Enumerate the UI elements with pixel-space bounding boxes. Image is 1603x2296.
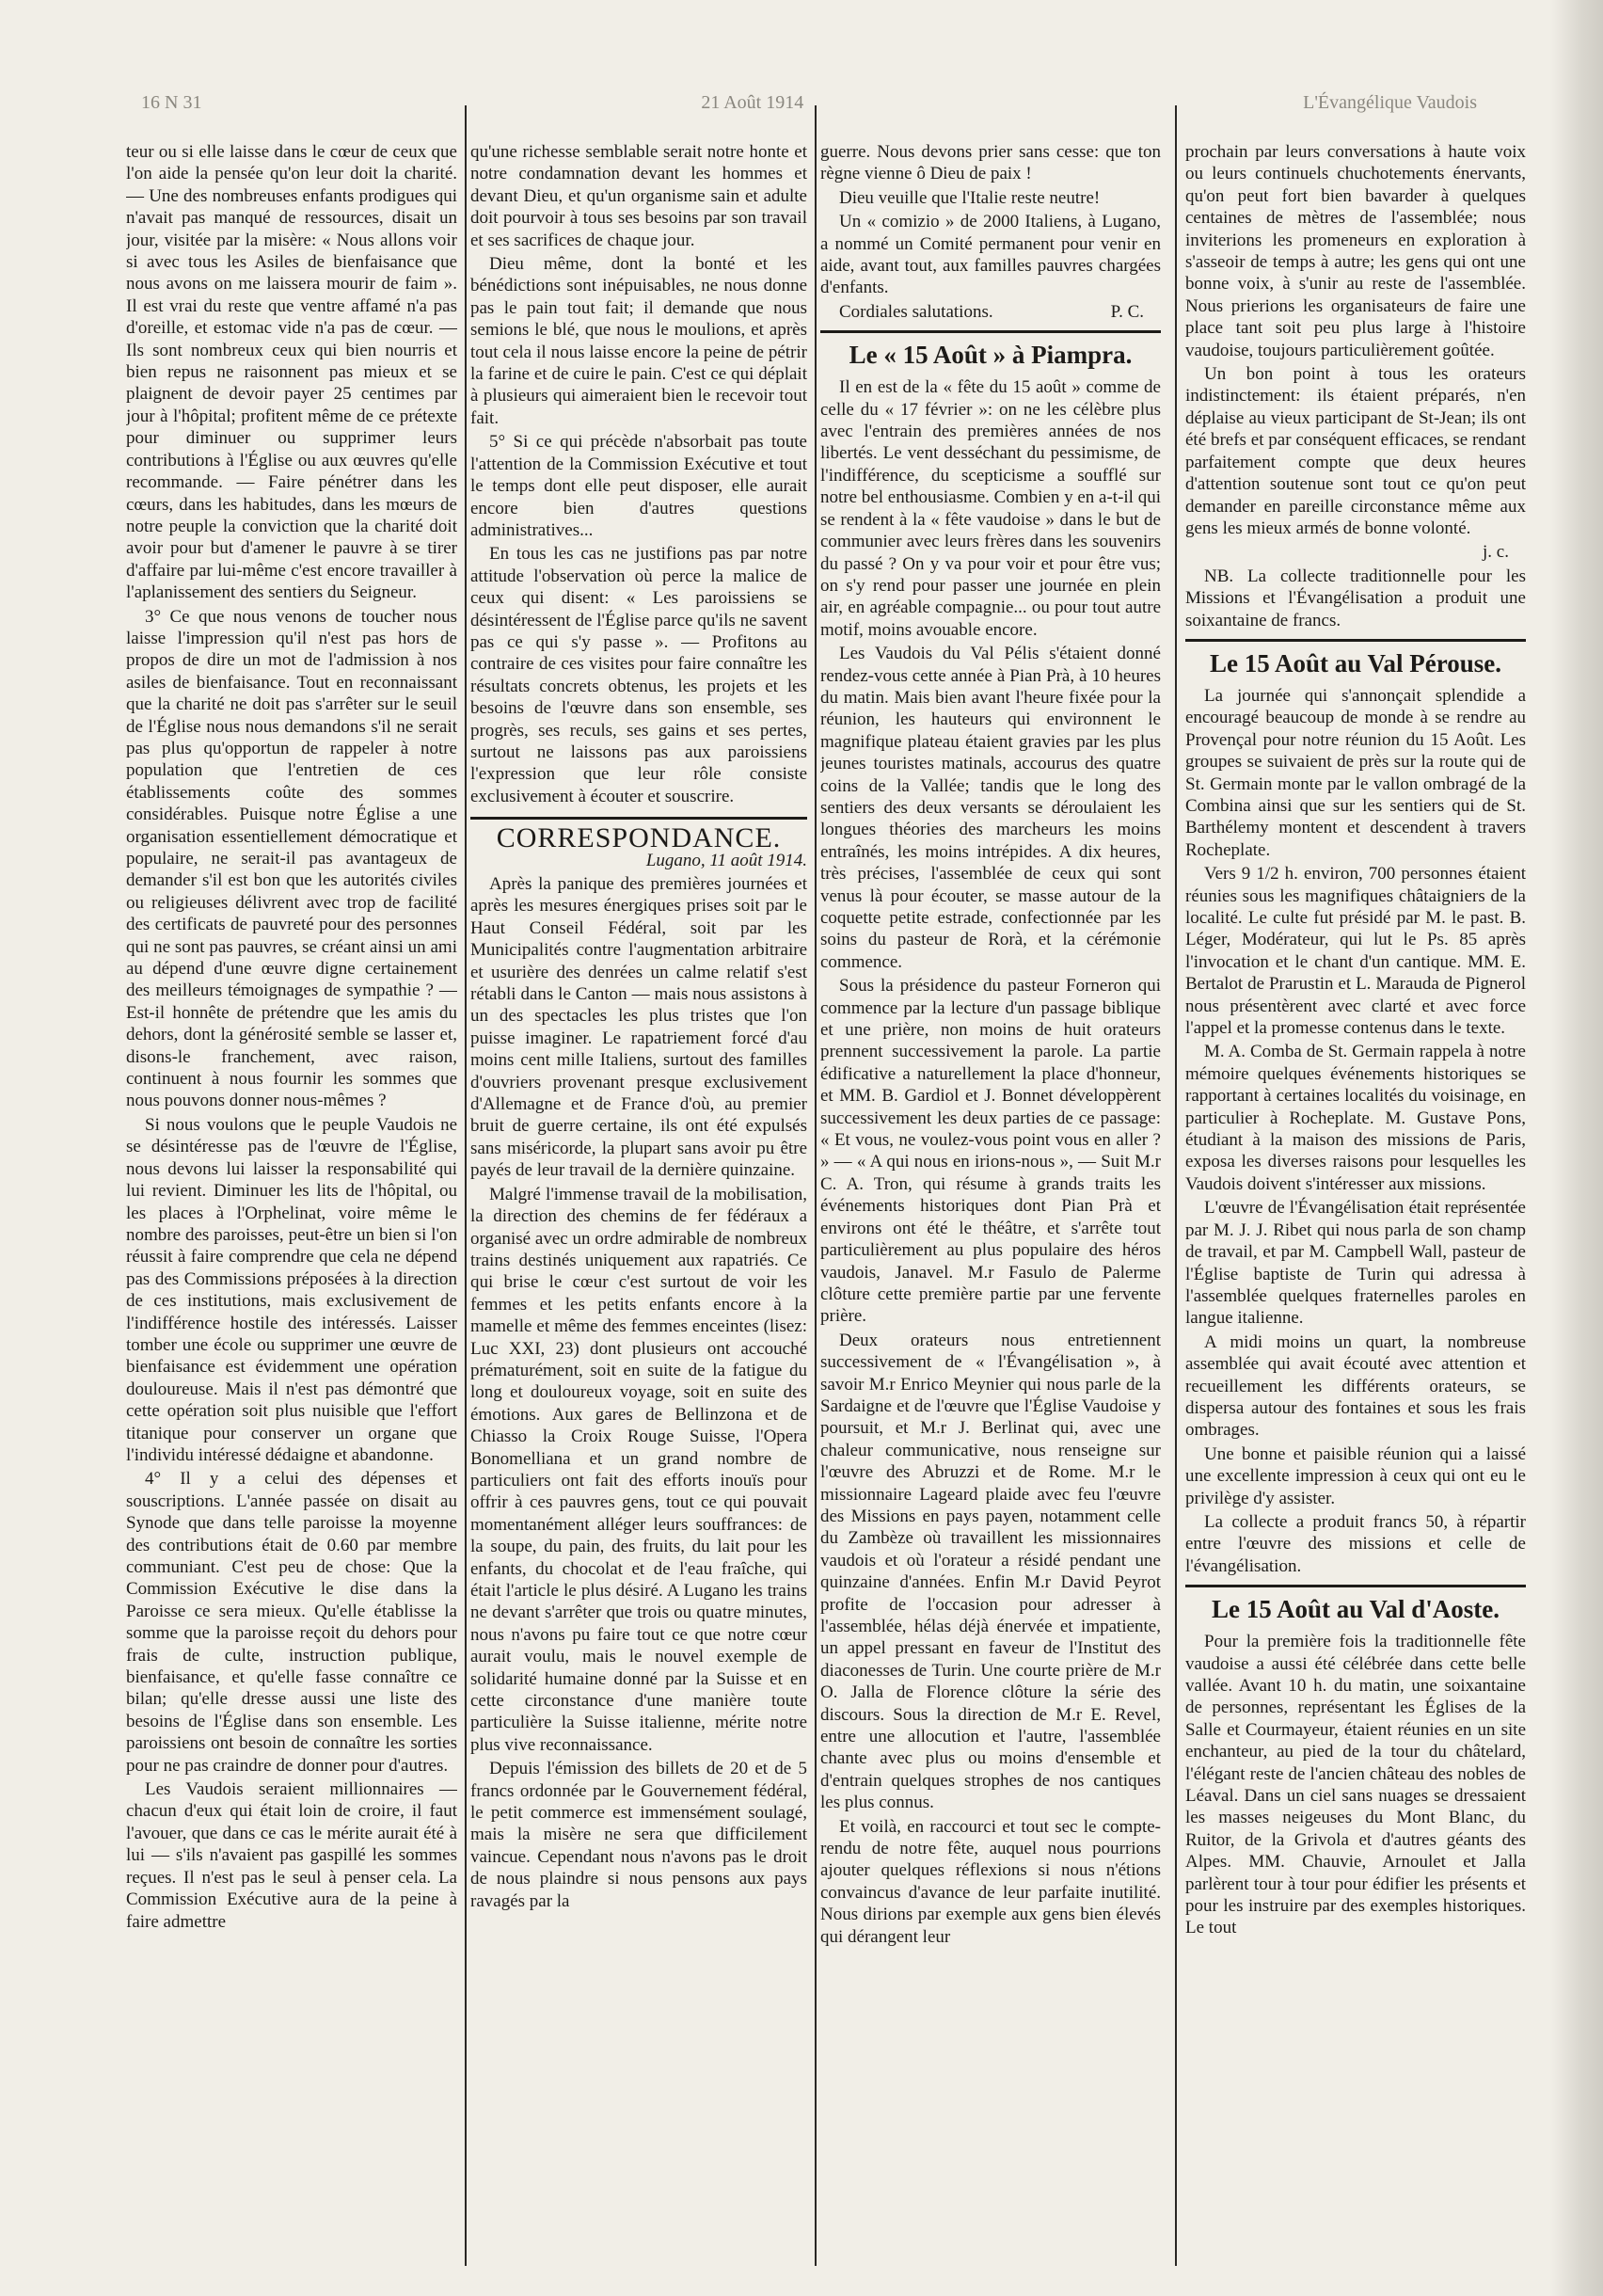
column-1 bbox=[126, 141, 457, 2277]
paragraph: Et voilà, en raccourci et tout sec le compte-rendu de notre fête, auquel nous pourrions ajouter quelques réflexions si nous n'étions convaincus d'avance de leur parfaite inutilité. Nous dirions par exemple aux gens bien élevés qui dérangent leur bbox=[820, 1816, 1161, 1947]
paragraph: Les Vaudois du Val Pélis s'étaient donné rendez-vous cette année à Pian Prà, à 10 heures du matin. Mais bien avant l'heure fixée pour la réunion, les hauteurs qui environnent le magnifique plateau étaient gravies par les plus jeunes touristes matinals, accourus des quatre coins de la Vallée; tandis que le long des sentiers des deux versants se déroulaient les longues théories des marcheurs les moins entraînés, les moins intrépides. A dix heures, très précises, l'assemblée de ceux qui sont venus là pour écouter, se masse autour de la coquette petite estrade, confectionnée par les soins du pasteur de Rorà, et la cérémonie commence. bbox=[820, 644, 1161, 972]
column-4 bbox=[1185, 141, 1526, 2277]
paragraph: Dieu même, dont la bonté et les bénédictions sont inépuisables, ne nous donne pas le pain tout fait; il demande que nous semions le blé, que nous le moulions, et après tout cela il nous laisse encore la peine de pétrir la farine et de cuire le pain. C'est ce qui déplait à plusieurs qui aimeraient bien le recevoir tout fait. bbox=[470, 254, 807, 428]
paragraph: 3° Ce que nous venons de toucher nous laisse l'impression qu'il n'est pas hors de propos de dire un mot de l'admission à nos asiles de bienfaisance. Tout en reconnaissant que la charité ne doit pas s'arrêter sur le seuil de l'Église nous nous demandons s'il ne serait pas plus qu'opportun de rappeler à notre population que l'entretien de ces établissements coûte des sommes considérables. Puisque notre Église a une organisation essentiellement démocratique et populaire, ne serait-il pas avantageux de demander s'il est bon que les autorités civiles ou religieuses délivrent avec trop de facilité des certificats de pauvreté pour des personnes qui ne sont pas pauvres, se créant ainsi un ami au dépend d'une œuvre digne certainement des meilleurs témoignages de sympathie ? — Est-il honnête de prétendre que les amis du dehors, dont la générosité semble se lasser et, disons-le franchement, avec raison, continuent à nous fournir les sommes que nous pouvons donner nous-mêmes ? bbox=[126, 606, 457, 1111]
paragraph: Depuis l'émission des billets de 20 et de 5 francs ordonnée par le Gouvernement fédéral, le petit commerce est immensément soulagé, mais la misère ne sera que difficilement vaincue. Cependant nous n'avons pas le droit de nous plaindre si nous pensons aux pays ravagés par la bbox=[470, 1759, 807, 1911]
closing-line bbox=[820, 301, 1161, 323]
correspondance-heading: CORRESPONDANCE. bbox=[470, 817, 807, 849]
paragraph: A midi moins un quart, la nombreuse assemblée qui avait écouté avec attention et recueillement les différents orateurs, se dispersa autour des fontaines et sous les frais ombrages. bbox=[1185, 1331, 1526, 1441]
paragraph: Un bon point à tous les orateurs indistinctement: ils étaient préparés, n'en déplaise au vieux participant de St-Jean; ils ont été brefs et par conséquent efficaces, se rendant parfaitement compte que deux heures d'attention soutenue sont tout ce qu'on peut demander en pareille circonstance même aux gens les mieux armés de bonne volonté. bbox=[1185, 364, 1526, 538]
closing-salutation: Cordiales salutations. bbox=[839, 301, 993, 322]
page-edge bbox=[1550, 0, 1603, 2296]
column-3 bbox=[820, 141, 1161, 2277]
paragraph: Si nous voulons que le peuple Vaudois ne se désintéresse pas de l'œuvre de l'Église, nous devons lui laisser la responsabilité qui lui revient. Diminuer les lits de l'hôpital, ou les places à l'Orphelinat, voire même le nombre des paroisses, peut-être un bien si l'on réussit à faire comprendre que cela ne dépend pas des Commissions préposées à la direction de ces institutions, mais exclusivement de l'indifférence hostile des intéressés. Laisser tomber une école ou supprimer une œuvre de bienfaisance est évidemment une opération douloureuse. Mais il n'est pas démontré que cette opération soit plus nuisible que l'effort titanique pour conserver un organe que l'individu intéressé dédaigne et abandonne. bbox=[126, 1114, 457, 1465]
running-head-left: 16 N 31 bbox=[141, 92, 202, 113]
running-head bbox=[141, 92, 1477, 114]
paragraph: Après la panique des premières journées et après les mesures énergiques prises soit par le Haut Conseil Fédéral, soit par les Municipalités contre l'augmentation arbitraire et usurière des denrées un calme relatif s'est rétabli dans le Canton — mais nous assistons à un des spectacles les plus tristes que l'on puisse imaginer. Le rapatriement forcé d'au moins cent mille Italiens, surtout des familles d'ouvriers provenant presque exclusivement d'Allemagne et de France d'où, au premier bruit de guerre certaine, ils ont été expulsés sans miséricorde, la plupart sans avoir pu être payés de leur travail de la dernière quinzaine. bbox=[470, 874, 807, 1181]
article-heading-piampra: Le « 15 Août » à Piampra. bbox=[820, 330, 1161, 371]
paragraph: Sous la présidence du pasteur Forneron qui commence par la lecture d'un passage biblique et une prière, non moins de huit orateurs prennent successivement la parole. La partie édificative a naturellement la place d'honneur, et MM. B. Gardiol et J. Bonnet développèrent successivement les deux parties de ce passage: « Et vous, ne voulez-vous point vous en aller ? » — « A qui nous en irions-nous », — Suit M.r C. A. Tron, qui résume à grands traits les événements historiques dont Pian Prà et environs ont été le théâtre, et s'arrête tout particulièrement au plus populaire des héros vaudois, Janavel. M.r Fasulo de Palerme clôture cette première partie par une fervente prière. bbox=[820, 976, 1161, 1327]
signature: j. c. bbox=[1483, 542, 1509, 563]
article-heading-aoste: Le 15 Août au Val d'Aoste. bbox=[1185, 1585, 1526, 1625]
running-head-right: L'Évangélique Vaudois bbox=[1303, 92, 1477, 113]
paragraph: En tous les cas ne justifions pas par notre attitude l'observation où perce la malice de ceux qui disent: « Les paroissiens se désintéressent de l'Église parce qu'ils ne savent pas ce qui s'y passe ». — Profitons au contraire de ces visites pour faire connaître les résultats concrets obtenus, les projets et les besoins de l'œuvre dans son ensemble, ses progrès, ses reculs, ses gains et ses pertes, surtout ne laissons pas aux paroissiens l'expression que leur rôle consiste exclusivement à écouter et souscrire. bbox=[470, 544, 807, 806]
column-rule bbox=[1175, 105, 1177, 2266]
paragraph: qu'une richesse semblable serait notre honte et notre condamnation devant les hommes et devant Dieu, et qu'un organisme sain et adulte doit pourvoir à tous ses besoins par son travail et ses sacrifices de chaque jour. bbox=[470, 142, 807, 250]
paragraph: L'œuvre de l'Évangélisation était représentée par M. J. J. Ribet qui nous parla de son champ de travail, et par M. Campbell Wall, pasteur de l'Église baptiste de Turin qui adressa à l'assemblée quelques fraternelles paroles en langue italienne. bbox=[1185, 1198, 1526, 1329]
paragraph: La collecte a produit francs 50, à répartir entre l'œuvre des missions et celle de l'évangélisation. bbox=[1185, 1511, 1526, 1576]
column-rule bbox=[815, 105, 817, 2266]
signature: P. C. bbox=[1110, 301, 1144, 322]
paragraph: teur ou si elle laisse dans le cœur de ceux que l'on aide la pensée qu'on leur doit la charité. — Une des nombreuses enfants prodigues qui n'avait pas manqué de ressources, disait un jour, visitée par la misère: « Nous allons voir si avec tous les Asiles de bienfaisance que nous avons on me laissera mourir de faim ». Il est vrai du reste que ventre affamé n'a pas d'oreille, et estomac vide n'a pas de cœur. — Ils sont nombreux ceux qui bien nourris et bien repus ne raisonnent pas mieux et se plaignent de devoir payer 25 centimes par jour à l'hôpital; profitent même de ce prétexte pour diminuer ou supprimer leurs contributions à l'Église ou aux œuvres qu'elle recommande. — Faire pénétrer dans les cœurs, dans les habitudes, dans les mœurs de notre peuple la conviction que la charité doit avoir pour but d'amener le pauvre à se tirer d'affaire par lui-même c'est encore travailler à l'aplanissement des sentiers du Seigneur. bbox=[126, 142, 457, 603]
paragraph: Une bonne et paisible réunion qui a laissé une excellente impression à ceux qui ont eu le privilège d'y assister. bbox=[1185, 1443, 1526, 1508]
paragraph: M. A. Comba de St. Germain rappela à notre mémoire quelques événements historiques se rapportant à certaines localités du voisinage, en particulier à Rocheplate. M. Gustave Pons, étudiant à la maison des missions de Paris, exposa les diverses raisons pour lesquelles les Vaudois doivent s'intéresser aux missions. bbox=[1185, 1042, 1526, 1194]
paragraph: 5° Si ce qui précède n'absorbait pas toute l'attention de la Commission Exécutive et tout le temps dont elle peut disposer, elle aurait encore bien d'autres questions administratives... bbox=[470, 432, 807, 540]
paragraph: Il en est de la « fête du 15 août » comme de celle du « 17 février »: on ne les célèbre plus avec l'entrain des premières années de nos libertés. Le vent desséchant du pessimisme, de l'indifférence, du scepticisme a soufflé sur notre bel enthousiasme. Combien y en a-t-il qui se rendent à la « fête vaudoise » dans le but de communier avec leurs frères dans les souvenirs du passé ? On y va pour voir et pour être vus; on s'y rend pour passer une journée en plein air, en agréable compagnie... ou pour tout autre motif, moins avouable encore. bbox=[820, 377, 1161, 640]
paragraph: NB. La collecte traditionnelle pour les Missions et l'Évangélisation a produit une soixantaine de francs. bbox=[1185, 566, 1526, 630]
dateline: Lugano, 11 août 1914. bbox=[645, 850, 807, 870]
paragraph: Un « comizio » de 2000 Italiens, à Lugano, a nommé un Comité permanent pour venir en aide, avant tout, aux familles pauvres chargées d'enfants. bbox=[820, 212, 1161, 298]
paragraph: 4° Il y a celui des dépenses et souscriptions. L'année passée on disait au Synode que dans telle paroisse la moyenne des contributions était de 0.60 par membre communiant. C'est peu de chose: Que la Commission Exécutive le dise dans la Paroisse ce sera mieux. Qu'elle établisse la somme que la paroisse reçoit du dehors pour frais de culte, instruction publique, bienfaisance, et qu'elle fasse connaître ce bilan; qu'elle dresse aussi une liste des besoins de l'Église dans son ensemble. Les paroissiens ont besoin de connaître les sorties pour ne pas craindre de donner pour d'autres. bbox=[126, 1469, 457, 1776]
paragraph: Malgré l'immense travail de la mobilisation, la direction des chemins de fer fédéraux a organisé avec un ordre admirable de nombreux trains destinés uniquement aux rapatriés. Ce qui brise le cœur c'est surtout de voir les femmes et les petits enfants encore à la mamelle et même des femmes enceintes (lisez: Luc XXI, 23) dont plusieurs ont accouché prématurément, soit en suite de la fatigue du long et douloureux voyage, soit en suite des émotions. Aux gares de Bellinzona et de Chiasso la Croix Rouge Suisse, l'Opera Bonomelliana et un grand nombre de particuliers ont fait des efforts inouïs pour offrir à ces pauvres gens, tout ce qui pouvait momentanément alléger leurs souffrances: de la soupe, du pain, des fruits, du lait pour les enfants, du chocolat et de l'eau fraîche, qui était l'article le plus désiré. A Lugano les trains ne devant s'arrêter que trois ou quatre minutes, nous n'avons pu faire tout ce que notre cœur aurait voulu, mais le nouvel exemple de solidarité humaine donné par la Suisse et en cette circonstance d'une manière toute particulière la Suisse italienne, mérite notre plus vive reconnaissance. bbox=[470, 1184, 807, 1755]
running-head-center: 21 Août 1914 bbox=[701, 92, 804, 113]
paragraph: Pour la première fois la traditionnelle fête vaudoise a aussi été célébrée dans cette belle vallée. Avant 10 h. du matin, une soixantaine de personnes, représentant les Églises de la Salle et Courmayeur, étaient réunies en un site enchanteur, au pied de la tour du châtelard, l'élégant reste de l'ancien château des nobles de Léaval. Dans un ciel sans nuages se dressaient les masses neigeuses du Mont Blanc, du Ruitor, de la Grivola et d'autres géants des Alpes. MM. Chauvie, Arnoulet et Jalla parlèrent tour à tour pour édifier les présents et pour les instruire par des exemples historiques. Le tout bbox=[1185, 1632, 1526, 1938]
paragraph: guerre. Nous devons prier sans cesse: que ton règne vienne ô Dieu de paix ! bbox=[820, 142, 1161, 184]
column-rule bbox=[465, 105, 467, 2266]
paragraph: Deux orateurs nous entretiennent successivement de « l'Évangélisation », à savoir M.r Enrico Meynier qui nous parle de la Sardaigne et de l'œuvre que l'Église Vaudoise y poursuit, et M.r J. Berlinat qui, avec une chaleur communicative, nous renseigne sur l'œuvre des Abruzzi et de Rome. M.r le missionnaire Lageard plaide avec feu l'œuvre des Missions en pays payen, notamment celle du Zambèze où travaillent les missionnaires vaudois et où l'orateur a résidé pendant une quinzaine d'années. Enfin M.r David Peyrot profite de l'occasion pour adresser à l'assemblée, hélas déjà énervée et impatiente, un appel pressant en faveur de l'Institut des diaconesses de Turin. Une courte prière de M.r O. Jalla de Florence clôture la série des discours. Sous la direction de M.r E. Revel, entre une allocution et l'autre, l'assemblée chante avec plus ou moins d'ensemble et d'entrain quelques strophes de nos cantiques les plus connus. bbox=[820, 1330, 1161, 1813]
paragraph: Dieu veuille que l'Italie reste neutre! bbox=[839, 187, 1101, 208]
article-heading-perouse: Le 15 Août au Val Pérouse. bbox=[1185, 639, 1526, 679]
paragraph: prochain par leurs conversations à haute voix ou leurs continuels chuchotements énervants, qu'on peut fort bien bavarder à quelques centaines de mètres de l'assemblée; nous inviterions les promeneurs en exploration à s'asseoir de temps à autre; les gens qui ont une bonne voix, à s'unir au reste de l'assemblée. Nous prierions les organisateurs de faire une place tant soit peu plus large à l'histoire vaudoise, toujours particulièrement goûtée. bbox=[1185, 142, 1526, 360]
paragraph: Les Vaudois seraient millionnaires — chacun d'eux qui était loin de croire, il faut l'avouer, que dans ce cas le mérite aurait été à lui — s'ils n'avaient pas gaspillé les sommes reçues. Il n'est pas le seul à penser cela. La Commission Exécutive aura de la peine à faire admettre bbox=[126, 1779, 457, 1932]
paragraph: Vers 9 1/2 h. environ, 700 personnes étaient réunies sous les magnifiques châtaigniers de la localité. Le culte fut présidé par M. le past. B. Léger, Modérateur, qui lut le Ps. 85 après l'invocation et le chant d'un cantique. MM. E. Bertalot de Prarustin et L. Marauda de Pignerol nous présentèrent avec clarté et avec force l'appel et la promesse contenus dans le texte. bbox=[1185, 864, 1526, 1039]
column-2 bbox=[470, 141, 807, 2277]
paragraph: La journée qui s'annonçait splendide a encouragé beaucoup de monde à se rendre au Provençal pour notre réunion du 15 Août. Les groupes se suivaient de près sur la route qui de St. Germain monte par le vallon ombragé de la Combina ainsi que sur les sentiers qui de St. Barthélemy montent et descendent à travers Rocheplate. bbox=[1185, 685, 1526, 860]
